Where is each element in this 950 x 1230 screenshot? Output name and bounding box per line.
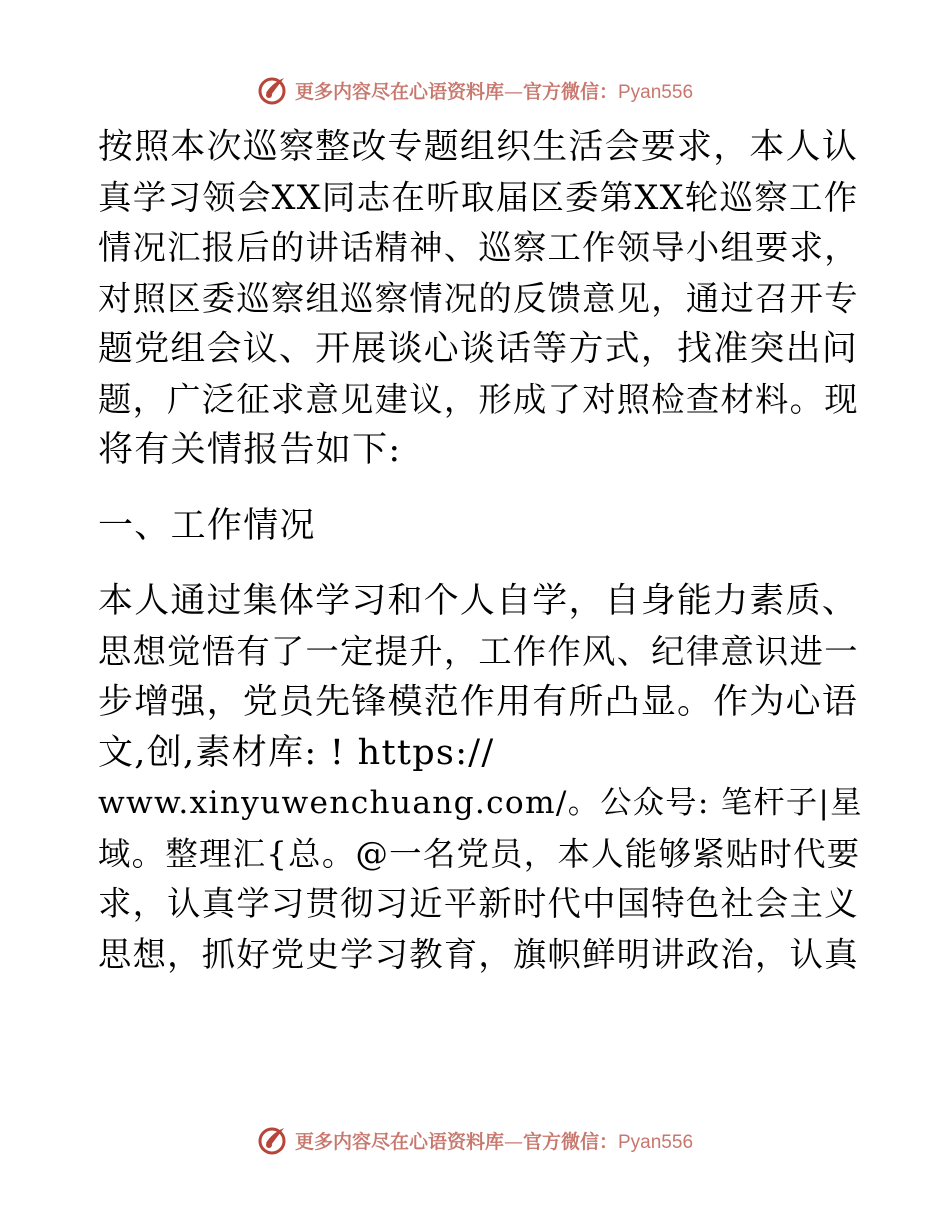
banner-text	[295, 77, 693, 104]
banner-separator: —	[503, 1130, 523, 1153]
text-line: 情况汇报后的讲话精神、巡察工作领导小组要求，	[98, 228, 859, 267]
banner-text	[295, 1127, 693, 1154]
paragraph-gap	[98, 476, 858, 501]
banner-separator: —	[503, 80, 523, 103]
paragraph-intro	[98, 122, 858, 476]
footer-banner	[0, 1120, 950, 1160]
banner-wechat-id: Pyan556	[618, 81, 694, 103]
banner-suffix: 官方微信：	[522, 1130, 618, 1153]
brush-logo-icon	[257, 1123, 291, 1157]
paragraph-gap	[98, 551, 858, 576]
banner-title: 更多内容尽在心语资料库	[294, 80, 504, 103]
section-heading	[98, 501, 858, 552]
header-banner	[0, 70, 950, 110]
text-line: 按照本次巡察整改专题组织生活会要求，本人认	[98, 127, 859, 167]
heading-line: 一、工作情况	[98, 505, 316, 546]
document-body	[98, 122, 863, 980]
text-line: 域。整理汇{总。@一名党员，本人能够紧贴时代要	[98, 834, 861, 873]
text-line: 求，认真学习贯彻习近平新时代中国特色社会主义	[98, 884, 859, 923]
text-line: www.xinyuwenchuang.com/。公众号: 笔杆子|星	[98, 785, 863, 821]
text-line: 对照区委巡察组巡察情况的反馈意见，通过召开专	[98, 278, 859, 318]
paragraph-work-situation	[98, 576, 863, 980]
banner-title: 更多内容尽在心语资料库	[294, 1130, 504, 1153]
banner-suffix: 官方微信：	[522, 80, 618, 103]
text-line: 步增强，党员先锋模范作用有所凸显。作为心语	[98, 682, 859, 722]
text-line: 真学习领会XX同志在听取届区委第XX轮巡察工作	[98, 177, 859, 217]
banner-wechat-id: Pyan556	[618, 1131, 694, 1153]
text-line: 思想觉悟有了一定提升，工作作风、纪律意识进一	[98, 631, 859, 671]
text-line: 题，广泛征求意见建议，形成了对照检查材料。现	[98, 379, 859, 419]
text-line: 将有关情报告如下:	[98, 430, 402, 470]
text-line: 文,创,素材库: ! https://	[98, 732, 495, 773]
text-line: 本人通过集体学习和个人自学，自身能力素质、	[98, 581, 859, 621]
text-line: 题党组会议、开展谈心谈话等方式，找准突出问	[98, 329, 859, 369]
text-line: 思想，抓好党史学习教育，旗帜鲜明讲政治，认真	[98, 934, 859, 974]
brush-logo-icon	[257, 73, 291, 107]
